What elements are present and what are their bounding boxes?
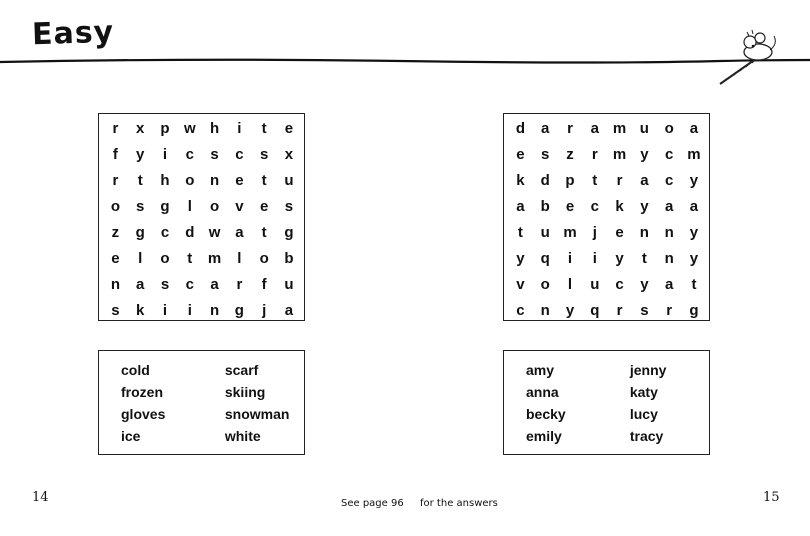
grid-row: [103, 116, 304, 142]
grid-letter: f: [112, 146, 118, 163]
grid-letter: j: [592, 224, 597, 241]
word-list-item: becky: [526, 406, 566, 422]
grid-letter: e: [516, 146, 525, 163]
grid-letter: d: [515, 120, 525, 137]
word-list-item: frozen: [121, 384, 163, 400]
grid-letter: o: [210, 198, 220, 215]
word-list-item: scarf: [224, 362, 259, 378]
grid-letter: t: [261, 224, 267, 241]
grid-letter: m: [207, 250, 222, 267]
grid-letter: s: [136, 198, 145, 215]
grid-letter: d: [540, 172, 550, 189]
grid-letter: g: [234, 302, 244, 319]
grid-letter: g: [160, 198, 170, 215]
grid-letter: y: [615, 250, 624, 267]
grid-letter: u: [540, 224, 550, 241]
grid-letter: s: [160, 276, 170, 293]
grid-letter: y: [689, 224, 699, 241]
grid-letter: c: [516, 302, 525, 319]
grid-letter: t: [592, 172, 598, 189]
grid-letter: y: [640, 276, 649, 293]
grid-letter: s: [541, 146, 550, 163]
grid-letter: c: [665, 146, 674, 163]
grid-letter: n: [639, 224, 649, 241]
grid-letter: s: [210, 146, 219, 163]
grid-letter: r: [616, 302, 623, 319]
grid-letter: o: [540, 276, 550, 293]
grid-letter: u: [639, 120, 649, 137]
grid-letter: t: [641, 250, 647, 267]
grid-row: [508, 142, 709, 168]
grid-letter: r: [591, 146, 598, 163]
word-list-item: anna: [526, 384, 559, 400]
grid-letter: c: [185, 276, 194, 293]
grid-letter: a: [516, 198, 525, 215]
grid-letter: e: [615, 224, 624, 241]
grid-letter: m: [687, 146, 701, 163]
grid-letter: s: [640, 302, 649, 319]
grid-letter: k: [615, 198, 624, 215]
grid-letter: o: [664, 120, 674, 137]
grid-letter: f: [261, 276, 267, 293]
grid-letter: y: [516, 250, 525, 267]
grid-letter: l: [237, 250, 242, 267]
grid-letter: a: [235, 224, 244, 241]
grid-letter: a: [665, 198, 674, 215]
grid-letter: n: [664, 250, 674, 267]
answers-note-text: for the answers: [420, 498, 498, 509]
grid-letter: v: [516, 276, 525, 293]
grid-letter: a: [136, 276, 145, 293]
grid-letter: p: [565, 172, 575, 189]
grid-letter: t: [691, 276, 697, 293]
grid-letter: t: [261, 172, 267, 189]
grid-letter: m: [563, 224, 577, 241]
grid-letter: n: [210, 172, 220, 189]
grid-letter: e: [235, 172, 244, 189]
grid-letter: l: [138, 250, 143, 267]
grid-letter: r: [236, 276, 243, 293]
grid-letter: z: [111, 224, 120, 241]
left-word-list: [98, 350, 305, 455]
word-list-item: katy: [629, 384, 658, 400]
grid-letter: o: [160, 250, 170, 267]
grid-letter: r: [112, 172, 119, 189]
grid-letter: v: [235, 198, 244, 215]
grid-letter: y: [640, 146, 649, 163]
word-list-item: emily: [526, 428, 562, 444]
right-page-number: 15: [763, 490, 780, 505]
grid-row: [508, 116, 709, 142]
grid-letter: i: [162, 302, 168, 319]
left-page-number: 14: [32, 490, 49, 505]
grid-letter: l: [567, 276, 573, 293]
word-list-item: gloves: [121, 406, 166, 422]
grid-letter: j: [262, 302, 267, 319]
grid-letter: m: [612, 146, 627, 163]
grid-letter: q: [540, 250, 550, 267]
grid-letter: g: [135, 224, 145, 241]
grid-letter: k: [136, 302, 145, 319]
word-list-item: white: [224, 428, 261, 444]
grid-letter: s: [260, 146, 269, 163]
grid-letter: r: [567, 120, 573, 137]
word-list-item: jenny: [629, 362, 667, 378]
grid-letter: g: [284, 224, 294, 241]
grid-row: [508, 246, 709, 272]
grid-letter: z: [566, 146, 574, 163]
grid-letter: c: [160, 224, 170, 241]
grid-letter: x: [136, 120, 145, 137]
grid-row: [103, 142, 304, 168]
grid-letter: y: [136, 146, 145, 163]
right-word-list: [503, 350, 710, 455]
grid-letter: a: [284, 302, 294, 319]
grid-letter: a: [640, 172, 649, 189]
grid-letter: n: [540, 302, 550, 319]
grid-letter: e: [284, 120, 294, 137]
grid-letter: r: [666, 302, 673, 319]
grid-letter: x: [284, 146, 294, 163]
grid-letter: l: [187, 198, 192, 215]
grid-letter: i: [592, 250, 597, 267]
grid-letter: s: [111, 302, 120, 319]
word-list-item: cold: [121, 362, 150, 378]
grid-row: [508, 272, 709, 298]
grid-row: [103, 194, 304, 220]
grid-letter: s: [284, 198, 294, 215]
word-list-item: snowman: [224, 406, 290, 422]
grid-letter: w: [183, 120, 196, 137]
grid-letter: h: [160, 172, 170, 189]
grid-letter: u: [590, 276, 600, 293]
grid-letter: r: [112, 120, 119, 137]
grid-letter: c: [185, 146, 194, 163]
grid-row: [508, 168, 709, 194]
page-title: Easy: [31, 14, 115, 53]
grid-letter: i: [187, 302, 192, 319]
right-word-grid: [503, 113, 710, 321]
grid-letter: c: [590, 198, 599, 215]
grid-row: [103, 246, 304, 272]
grid-letter: y: [640, 198, 649, 215]
grid-letter: d: [185, 224, 195, 241]
grid-letter: i: [237, 120, 242, 137]
grid-letter: t: [517, 224, 523, 241]
grid-letter: a: [541, 120, 550, 137]
grid-letter: b: [540, 198, 550, 215]
grid-letter: c: [235, 146, 244, 163]
word-list-item: lucy: [629, 406, 658, 422]
grid-letter: a: [689, 120, 699, 137]
grid-letter: q: [590, 302, 600, 319]
grid-letter: u: [284, 276, 294, 293]
left-word-grid: [98, 113, 305, 321]
grid-letter: h: [210, 120, 220, 137]
grid-letter: e: [565, 198, 575, 215]
grid-letter: n: [110, 276, 120, 293]
grid-letter: y: [565, 302, 575, 319]
grid-row: [103, 220, 304, 246]
grid-letter: b: [284, 250, 294, 267]
grid-letter: a: [210, 276, 219, 293]
grid-letter: t: [187, 250, 193, 267]
grid-row: [508, 220, 709, 246]
grid-letter: y: [689, 250, 699, 267]
grid-row: [508, 298, 709, 324]
grid-row: [103, 272, 304, 298]
grid-letter: y: [689, 172, 699, 189]
grid-letter: n: [210, 302, 220, 319]
word-list-item: skiing: [224, 384, 266, 400]
grid-letter: o: [110, 198, 120, 215]
grid-letter: t: [261, 120, 267, 137]
grid-letter: e: [260, 198, 269, 215]
grid-letter: a: [590, 120, 599, 137]
grid-letter: r: [616, 172, 623, 189]
grid-letter: n: [664, 224, 674, 241]
grid-row: [103, 168, 304, 194]
grid-letter: g: [689, 302, 699, 319]
header-rule: [0, 40, 810, 90]
word-list-item: ice: [121, 428, 141, 444]
grid-letter: o: [259, 250, 269, 267]
grid-letter: c: [665, 172, 674, 189]
answers-note-page: See page 96: [341, 498, 404, 509]
word-list-item: amy: [526, 362, 555, 378]
grid-letter: e: [111, 250, 120, 267]
grid-letter: k: [516, 172, 525, 189]
grid-row: [508, 194, 709, 220]
grid-letter: w: [208, 224, 221, 241]
grid-letter: m: [612, 120, 627, 137]
grid-letter: i: [162, 146, 168, 163]
grid-letter: t: [137, 172, 143, 189]
grid-letter: c: [615, 276, 624, 293]
grid-letter: o: [185, 172, 195, 189]
grid-row: [103, 298, 304, 324]
grid-letter: a: [689, 198, 699, 215]
grid-letter: i: [567, 250, 573, 267]
word-list-item: tracy: [629, 428, 664, 444]
grid-letter: a: [665, 276, 674, 293]
grid-letter: u: [284, 172, 294, 189]
grid-letter: p: [160, 120, 170, 137]
mouse-on-line-icon: [712, 26, 782, 88]
